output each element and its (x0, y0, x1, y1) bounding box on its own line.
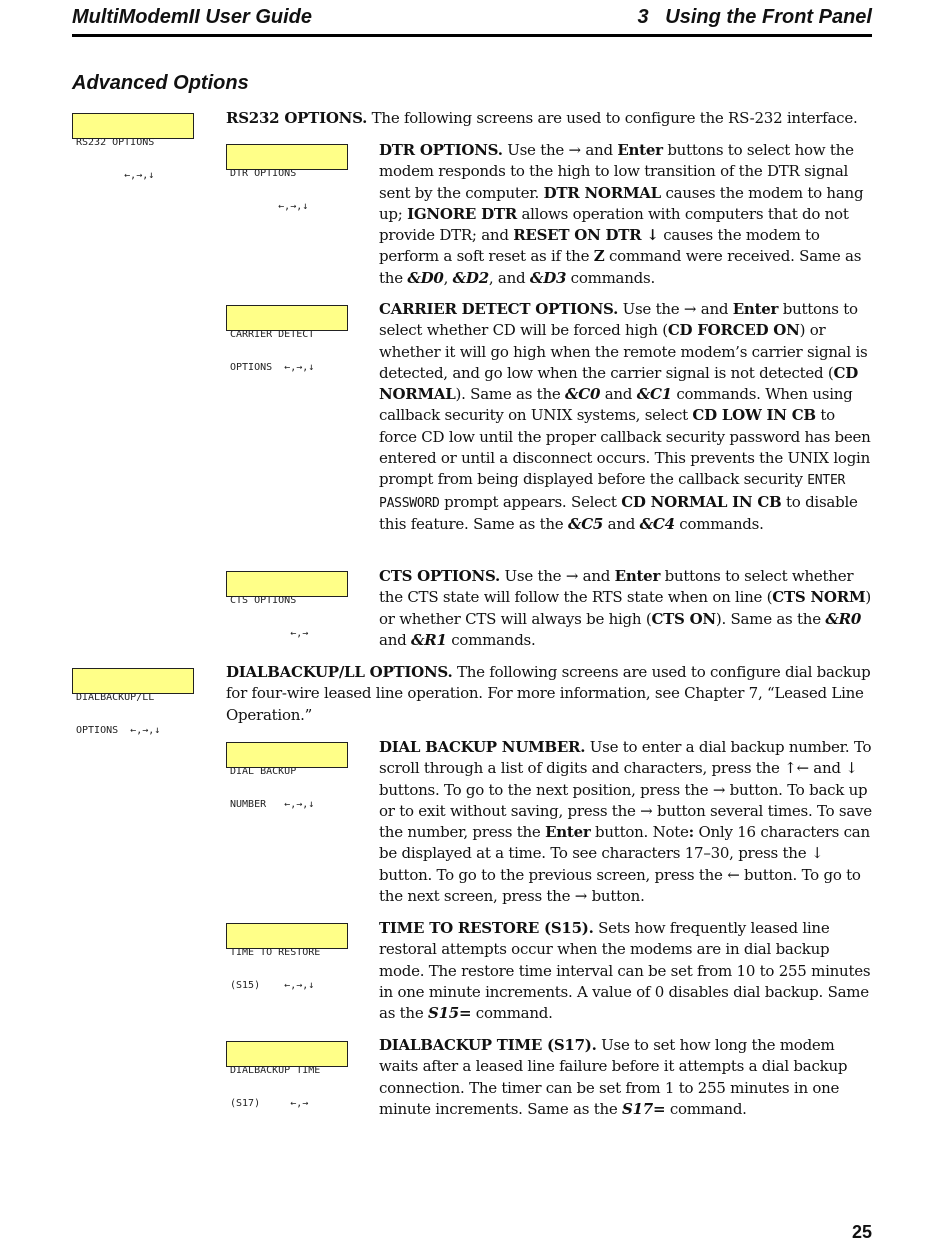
para-text: buttons to select how the modem responds to the high to low transition of the DTR signal sent by the computer. (379, 141, 854, 202)
para-text: Sets how frequently leased line restoral attempts occur when the modems are in dial backup mode. The restore time interval can be set from 10 to 255 minutes in one minute increments. A value of 0 disables dial backup. Same as the (379, 919, 871, 1023)
lcd-line: ←,→ (230, 628, 309, 639)
lcd-dialbackup-time (226, 1041, 348, 1109)
lcd-dialbackup-ll (72, 668, 194, 736)
para-text: buttons to select whether the CTS state will follow the RTS state when on line ( (379, 567, 854, 607)
lcd-cts-options (226, 571, 348, 639)
para-command: &R0 (825, 609, 862, 628)
lcd-line: OPTIONS ←,→,↓ (230, 362, 315, 373)
para-text: allows operation with computers that do not provide DTR; and (379, 204, 849, 245)
para-text: buttons to select whether CD will be forced high ( (379, 300, 858, 340)
para-command: &D0 (407, 268, 444, 287)
para-command: &C1 (636, 385, 672, 404)
para-text: Use the → and (618, 300, 733, 318)
para-command: S17= (622, 1099, 666, 1118)
para-bold: IGNORE DTR (407, 204, 517, 223)
dialbackup-time-paragraph (379, 1035, 875, 1120)
para-text: commands. (446, 630, 536, 649)
para-text: commands. When using callback security on UNIX systems, select (379, 385, 853, 425)
dial-number-paragraph (379, 737, 875, 907)
section-title: Advanced Options (72, 72, 249, 94)
header-guide-title: MultiModemII User Guide (72, 6, 313, 28)
para-text: and (603, 514, 640, 533)
para-text: causes the modem to perform a soft reset as if the (379, 226, 820, 266)
para-text: to disable this feature. Same as the (379, 492, 858, 533)
para-command: &C0 (565, 385, 601, 404)
lcd-line: RS232 OPTIONS (76, 137, 155, 148)
para-text: button. Note (590, 823, 689, 842)
para-text: ). Same as the (715, 609, 826, 628)
para-text: , (443, 268, 453, 287)
para-text: Use the → and (502, 141, 618, 159)
para-text: command. (665, 1099, 747, 1118)
rs232-paragraph (226, 108, 876, 129)
para-command: &C5 (567, 514, 604, 533)
para-bold: Enter (732, 300, 779, 318)
lcd-line: OPTIONS ←,→,↓ (76, 725, 161, 736)
para-command: S15= (428, 1004, 472, 1023)
para-bold: CTS ON (651, 609, 716, 628)
para-bold: Enter (545, 823, 591, 842)
para-heading: RS232 OPTIONS. (226, 109, 368, 127)
header-chapter-title: 3 Using the Front Panel (637, 6, 872, 28)
para-bold: CD FORCED ON (667, 321, 800, 340)
para-text: commands. (566, 268, 655, 287)
lcd-rs232-options (72, 113, 194, 181)
para-bold: : (688, 823, 694, 842)
lcd-line: (S17) ←,→ (230, 1098, 309, 1109)
para-text: The following screens are used to configure the RS-232 interface. (367, 109, 858, 127)
para-command: &D2 (452, 268, 489, 287)
para-text: , and (488, 268, 530, 287)
lcd-time-to-restore (226, 923, 348, 991)
para-text: Use to set how long the modem waits after a leased line failure before it attempts a dial backup connection. The timer can be set from 1 to 255 minutes in one minute increments. Same as the (379, 1036, 848, 1118)
para-bold: CTS NORM (772, 588, 866, 607)
para-bold: Z (593, 247, 605, 266)
lcd-dial-backup-number (226, 742, 348, 810)
para-heading: CTS OPTIONS. (379, 567, 500, 585)
para-text: ) or whether CTS will always be high ( (379, 588, 871, 628)
lcd-line: DIAL BACKUP (230, 766, 297, 777)
para-heading: DIALBACKUP/LL OPTIONS. (226, 663, 453, 681)
cts-paragraph (379, 566, 875, 651)
para-text: prompt appears. Select (439, 492, 622, 511)
lcd-dtr-options (226, 144, 348, 212)
page-number: 25 (851, 1222, 872, 1242)
lcd-line: (S15) ←,→,↓ (230, 980, 315, 991)
lcd-line: DIALBACKUP/LL (76, 692, 155, 703)
lcd-line: NUMBER ←,→,↓ (230, 799, 315, 810)
header-rule (72, 34, 872, 37)
para-heading: TIME TO RESTORE (S15). (379, 919, 594, 937)
lcd-line: CARRIER DETECT (230, 329, 315, 340)
dtr-paragraph (379, 140, 875, 289)
para-mono: ENTER PASSWORD (379, 473, 846, 511)
para-bold: Enter (617, 141, 663, 159)
time-restore-paragraph (379, 918, 875, 1024)
lcd-line: DIALBACKUP TIME (230, 1065, 321, 1076)
dialbackup-paragraph (226, 662, 876, 726)
para-bold: CD NORMAL IN CB (621, 492, 782, 511)
para-bold: DTR NORMAL (543, 183, 661, 202)
para-heading: CARRIER DETECT OPTIONS. (379, 300, 619, 318)
para-text: ). Same as the (455, 385, 566, 404)
cd-paragraph (379, 299, 875, 535)
para-text: Use to enter a dial backup number. To scroll through a list of digits and characters, press the ↑← and ↓ buttons. To go to the next position, press the → button. To back up or to exit without saving, press the → button several times. To save the number, press the (379, 738, 872, 842)
para-bold: Enter (614, 567, 661, 585)
lcd-line: DTR OPTIONS (230, 168, 297, 179)
para-text: ) or whether it will go high when the remote modem’s carrier signal is detected, and go low when the carrier signal is not detected ( (379, 321, 868, 382)
lcd-line: TIME TO RESTORE (230, 947, 321, 958)
para-heading: DTR OPTIONS. (379, 141, 503, 159)
para-heading: DIALBACKUP TIME (S17). (379, 1036, 597, 1054)
page-header (72, 6, 872, 36)
para-bold: CD NORMAL (379, 363, 858, 404)
para-text: to force CD low until the proper callback security password has been entered or until a disconnect occurs. This prevents the UNIX login prompt from being displayed before the callback security (379, 406, 871, 489)
lcd-line: CTS OPTIONS (230, 595, 297, 606)
lcd-line: ←,→,↓ (76, 170, 155, 181)
para-text: commands. (674, 514, 764, 533)
para-text: command were received. Same as the (379, 247, 862, 287)
para-bold: CD LOW IN CB (692, 406, 816, 425)
para-text: Only 16 characters can be displayed at a time. To see characters 17–30, press the ↓ button. To go to the previous screen, press the ← button. To go to the next screen, press the → button. (379, 823, 870, 906)
lcd-carrier-detect (226, 305, 348, 373)
para-text: and (379, 630, 411, 649)
para-text: The following screens are used to configure dial backup for four-wire leased line operation. For more information, see Chapter 7, “Leased Line Operation.” (226, 663, 871, 724)
para-command: &R1 (410, 630, 447, 649)
para-text: causes the modem to hang up; (379, 183, 864, 223)
para-command: &C4 (639, 514, 675, 533)
para-text: command. (471, 1004, 553, 1023)
para-heading: DIAL BACKUP NUMBER. (379, 738, 586, 756)
para-text: Use the → and (499, 567, 615, 585)
para-command: &D3 (529, 268, 567, 287)
para-text: and (600, 385, 637, 404)
para-bold: RESET ON DTR ↓ (513, 226, 659, 245)
lcd-line: ←,→,↓ (230, 201, 309, 212)
